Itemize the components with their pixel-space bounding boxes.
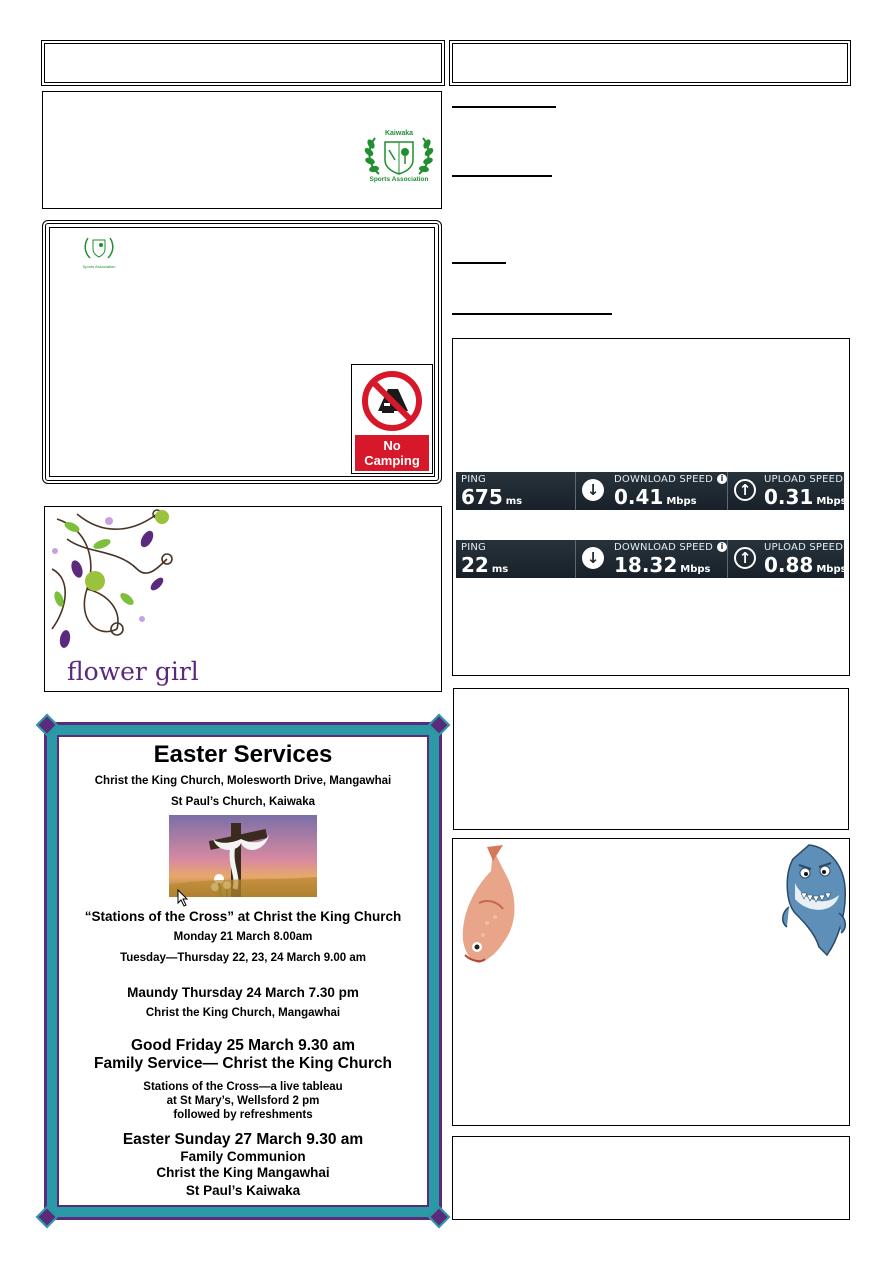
family-communion: Family Communion — [180, 1149, 306, 1164]
ping-label: PING — [461, 474, 487, 485]
upload-arrow-icon: ↑ — [734, 479, 756, 501]
download-cell — [576, 540, 728, 578]
corner-ornament — [428, 1206, 451, 1229]
easter-title: Easter Services — [153, 741, 333, 768]
speed-test-result — [456, 540, 847, 578]
stations-monday: Monday 21 March 8.00am — [173, 931, 313, 943]
header-box-right — [449, 40, 851, 86]
upload-unit: Mbps — [816, 496, 847, 507]
st-pauls: St Paul’s Kaiwaka — [185, 1183, 301, 1198]
floral-decoration — [47, 509, 197, 659]
easter-church2: St Paul’s Church, Kaiwaka — [170, 796, 315, 808]
heading-underline — [452, 106, 556, 108]
easter-sunday: Easter Sunday 27 March 9.30 am — [122, 1131, 364, 1148]
notice-box — [453, 688, 849, 830]
corner-ornament — [36, 714, 59, 737]
corner-ornament — [428, 714, 451, 737]
sports-association-box — [42, 91, 442, 209]
download-value: 18.32 — [614, 553, 678, 577]
heading-underline — [452, 262, 506, 264]
ping-value: 22 — [461, 553, 489, 577]
speed-test-result — [456, 472, 847, 510]
christ-the-king: Christ the King Mangawhai — [156, 1165, 330, 1180]
heading-underline — [452, 175, 552, 177]
flower-girl-box — [44, 506, 442, 692]
stations-heading: “Stations of the Cross” at Christ the King Church — [84, 909, 402, 924]
ping-label: PING — [461, 542, 487, 553]
no-camping-line1: No — [383, 438, 401, 453]
stations-tuesday: Tuesday—Thursday 22, 23, 24 March 9.00 am — [120, 952, 366, 964]
download-label: DOWNLOAD SPEED — [614, 474, 714, 485]
logo-bottom-text: Sports Association — [369, 176, 429, 183]
download-arrow-icon: ↓ — [582, 479, 604, 501]
good-friday: Good Friday 25 March 9.30 am — [131, 1037, 355, 1054]
maundy-location: Christ the King Church, Mangawhai — [145, 1007, 341, 1019]
no-camping-box — [42, 220, 442, 484]
tableau-line3: followed by refreshments — [173, 1109, 313, 1121]
small-sports-logo — [81, 234, 117, 274]
info-icon: i — [717, 542, 727, 552]
corner-ornament — [36, 1206, 59, 1229]
upload-value: 0.31 — [764, 485, 814, 509]
no-camping-line2: Camping — [364, 453, 420, 468]
no-camping-sign — [351, 364, 433, 474]
small-logo-text: Sports Association — [82, 264, 116, 269]
ping-cell — [456, 472, 576, 510]
download-label: DOWNLOAD SPEED — [614, 542, 714, 553]
heading-underline — [452, 313, 612, 315]
ping-unit: ms — [491, 564, 509, 575]
upload-cell — [728, 540, 847, 578]
no-camping-label — [355, 435, 429, 471]
download-arrow-icon: ↓ — [582, 547, 604, 569]
download-unit: Mbps — [666, 496, 697, 507]
family-service: Family Service— Christ the King Church — [93, 1055, 392, 1072]
upload-label: UPLOAD SPEED — [764, 474, 844, 485]
sports-association-logo — [361, 130, 437, 186]
logo-top-text: Kaiwaka — [384, 130, 414, 137]
upload-value: 0.88 — [764, 553, 814, 577]
snapper-fish-image — [457, 843, 529, 965]
upload-arrow-icon: ↑ — [734, 547, 756, 569]
upload-unit: Mbps — [816, 564, 847, 575]
ping-unit: ms — [505, 496, 523, 507]
download-value: 0.41 — [614, 485, 664, 509]
tableau-line1: Stations of the Cross—a live tableau — [143, 1081, 343, 1093]
ping-cell — [456, 540, 576, 578]
flower-girl-text: flower girl — [67, 657, 199, 686]
easter-church1: Christ the King Church, Molesworth Drive, Mangawhai — [94, 775, 392, 787]
tableau-line2: at St Mary’s, Wellsford 2 pm — [166, 1095, 320, 1107]
download-cell — [576, 472, 728, 510]
upload-label: UPLOAD SPEED — [764, 542, 844, 553]
download-unit: Mbps — [680, 564, 711, 575]
fishing-box — [452, 838, 850, 1126]
maundy-thursday: Maundy Thursday 24 March 7.30 pm — [127, 985, 359, 1000]
shark-cartoon-image — [779, 843, 849, 959]
cross-image — [169, 815, 317, 897]
info-icon: i — [717, 474, 727, 484]
header-box-left — [41, 40, 445, 86]
bottom-notice-box — [452, 1136, 850, 1220]
easter-services-poster — [44, 722, 442, 1220]
upload-cell — [728, 472, 847, 510]
ping-value: 675 — [461, 485, 503, 509]
